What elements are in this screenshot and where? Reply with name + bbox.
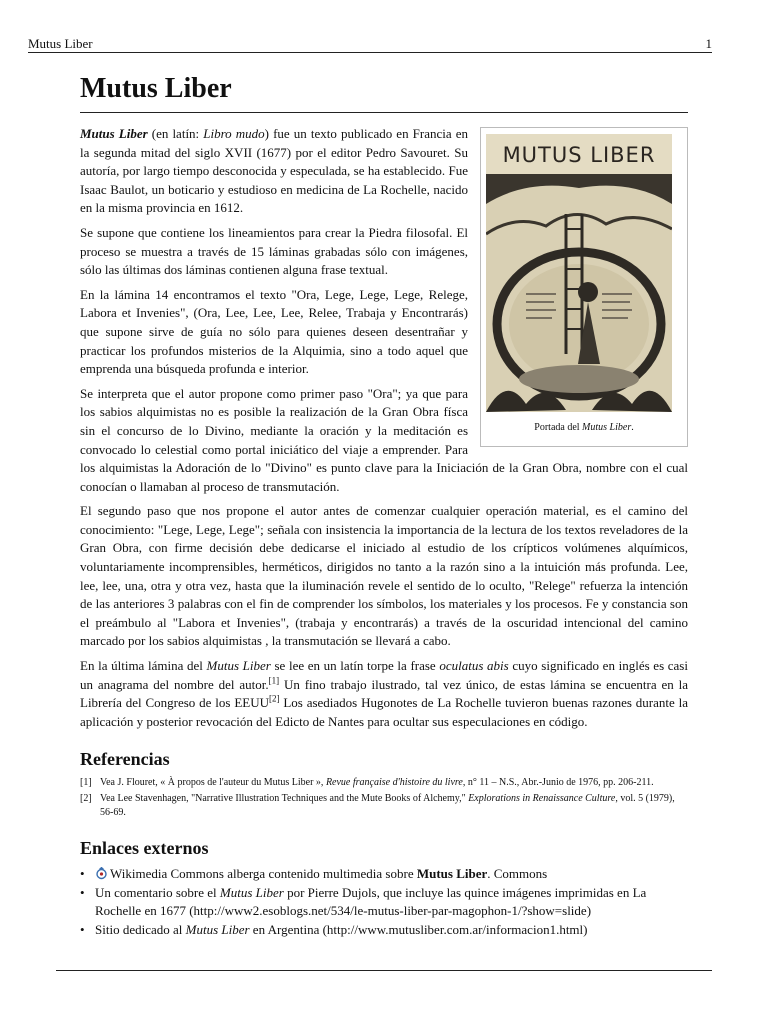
running-header-title: Mutus Liber [28, 36, 93, 51]
plate-title: MUTUS LIBER [502, 143, 656, 167]
citation-ref: Un comentario sobre el [95, 885, 220, 901]
body-paragraph [80, 502, 688, 651]
text-run [80, 126, 148, 141]
link-text-runs [110, 866, 547, 881]
engraving-illustration [486, 174, 672, 412]
reference-number: [2] [80, 793, 92, 805]
article [80, 62, 688, 940]
references-list [80, 776, 688, 820]
citation-ref: Vea J. Flouret, « À propos de l'auteur du Mutus Liber », [100, 777, 326, 789]
citation-ref: . [631, 422, 634, 433]
bullet: • [80, 922, 85, 938]
external-links-list [80, 865, 688, 939]
text-run: oculatus abis [439, 658, 509, 674]
figure-caption [486, 419, 682, 438]
citation-ref: Wikimedia Commons alberga contenido multimedia sobre [110, 866, 417, 882]
text-run: Explorations in Renaissance Culture [468, 793, 616, 805]
external-link-text[interactable] [95, 884, 688, 920]
text-run: Mutus Liber [582, 422, 632, 433]
citation-ref: Portada del [534, 422, 583, 433]
citation-ref: Vea Lee Stavenhagen, "Narrative Illustration Techniques and the Mute Books of Alchemy," [100, 793, 469, 805]
citation-ref: En la última lámina del [80, 658, 207, 674]
external-link-item[interactable] [80, 884, 688, 920]
citation-ref: Sitio dedicado al [95, 922, 186, 938]
citation-ref: Se supone que contiene los lineamientos para crear la Piedra filosofal. El proceso se muestra a través de 15 láminas grabadas sólo con imágenes, sólo las últimas dos láminas contienen alguna frase textual. [80, 224, 468, 278]
body-paragraph [80, 657, 688, 731]
text-run: Libro mudo [203, 126, 265, 141]
citation-ref: en Argentina (http://www.mutusliber.com.ar/informacion1.html) [249, 922, 588, 938]
text-run: Mutus Liber [219, 885, 284, 901]
reference-text [100, 792, 688, 820]
citation-ref: Se interpreta que el autor propone como primer paso "Ora"; ya que para los sabios alquimistas no es posible la realización de la Gran Obra físca sin el concurso de lo Divino, mediante la oración y la meditación es convocado lo celestial como portal iniciático del viaje a emprender. Para los alquimistas la Adoración de lo "Divino" es punto clave para la Iniciación de la Gran Obra, nombre con el cual conocían o llamaban al proceso de transmutación. [80, 385, 688, 494]
citation-ref: ) fue un texto publicado en Francia en la segunda mitad del siglo XVII (1677) por el editor Pedro Savouret. Su autoría, por largo tiempo desconocida y especulada, se ha establecido. Fue Isaac Baulot, un boticario y estudioso en medicina de La Rochelle, nacido en la misma provincia en 1612. [80, 126, 468, 216]
text-run: Mutus Liber [185, 922, 250, 938]
running-header [28, 32, 712, 53]
text-run: Mutus Liber [206, 658, 271, 674]
citation-ref: [2] [268, 693, 280, 704]
external-link-text[interactable] [95, 865, 688, 883]
citation-ref: cuyo significado en inglés es casi un anagrama del nombre del autor. [80, 658, 688, 692]
external-links-heading: Enlaces externos [80, 838, 209, 859]
reference-item [80, 776, 688, 790]
reference-item [80, 792, 688, 820]
external-link-item[interactable] [80, 865, 688, 883]
reference-text [100, 776, 688, 790]
cover-image [486, 134, 672, 412]
cover-figure [480, 127, 688, 447]
citation-ref: , vol. 5 (1979), 56-69. [100, 793, 675, 819]
citation-ref: [1] [268, 675, 280, 686]
page-number: 1 [705, 36, 712, 51]
commons-logo-icon [95, 867, 108, 880]
footer-rule [56, 970, 712, 971]
reference-number: [1] [80, 777, 92, 789]
citation-ref: por Pierre Dujols, que incluye las quince imágenes imprimidas en La Rochelle en 1677 (http://www2.esoblogs.net/534/le-mutus-liber-par-magophon-1/?show=slide) [95, 885, 647, 919]
citation-ref: Un fino trabajo ilustrado, tal vez único, de estas lámina se encuentra en la Librería del Congreso de los EEUU [80, 676, 689, 711]
citation-ref: (en latín: [147, 126, 204, 141]
text-run: Mutus Liber [416, 866, 488, 882]
citation-ref: Los asediados Hugonotes de La Rochelle tuvieron buenas razones durante la aplicación y posterior revocación del Edicto de Nantes para ocultar sus especulaciones en código. [80, 695, 688, 729]
page-title: Mutus Liber [80, 73, 688, 113]
external-link-text[interactable] [95, 921, 688, 939]
citation-ref: , n° 11 – N.S., Abr.-Junio de 1976, pp. 206-211. [462, 777, 654, 789]
bullet: • [80, 866, 85, 882]
bullet: • [80, 885, 85, 901]
references-heading: Referencias [80, 749, 170, 770]
citation-ref: se lee en un latín torpe la frase [270, 658, 440, 674]
text-run: Revue française d'histoire du livre [325, 777, 463, 789]
article-body [80, 125, 688, 731]
citation-ref: En la lámina 14 encontramos el texto "Ora, Lege, Lege, Lege, Relege, Labora et Invenies", (Ora, Lee, Lee, Lee, Relee, Trabaja y Encontrarás) que supone sirve de guía no sólo para quienes deseen desentrañar y practicar los profundos misterios de la Alquimia, sino a todo aquel que emprenda una búsqueda profunda e interior. [80, 286, 468, 377]
text-run: Mutus Liber [80, 126, 148, 141]
citation-ref: . Commons [487, 866, 548, 882]
citation-ref: El segundo paso que nos propone el autor antes de comenzar cualquier operación material, es el camino del conocimiento: "Lege, Lege, Lege"; señala con insistencia la importancia de la lectura de los textos reveladores de la Gran Obra, con firme decisión debe dedicarse el iniciado al estudio de los crípticos volúmenes alquímicos, voluntariamente incomprensibles, herméticos, dirigidos no tanto a la razón sino a la intuición más profunda. Lee, lee, lee, una, otra y otra vez, hasta que la iluminación revele el sentido de lo oculto, "Relege" refuerza la intención de las anteriores 3 palabras con el fin de comprender los símbolos, los materiales y los procesos. Fe y constancia son el preámbulo al "Labora et Invenies", (trabaja y encontrarás) a través de la oscuridad intencional del camino marcado por los sabios alquimistas , la transmutación se llevará a cabo. [80, 503, 688, 649]
external-link-item[interactable] [80, 921, 688, 939]
